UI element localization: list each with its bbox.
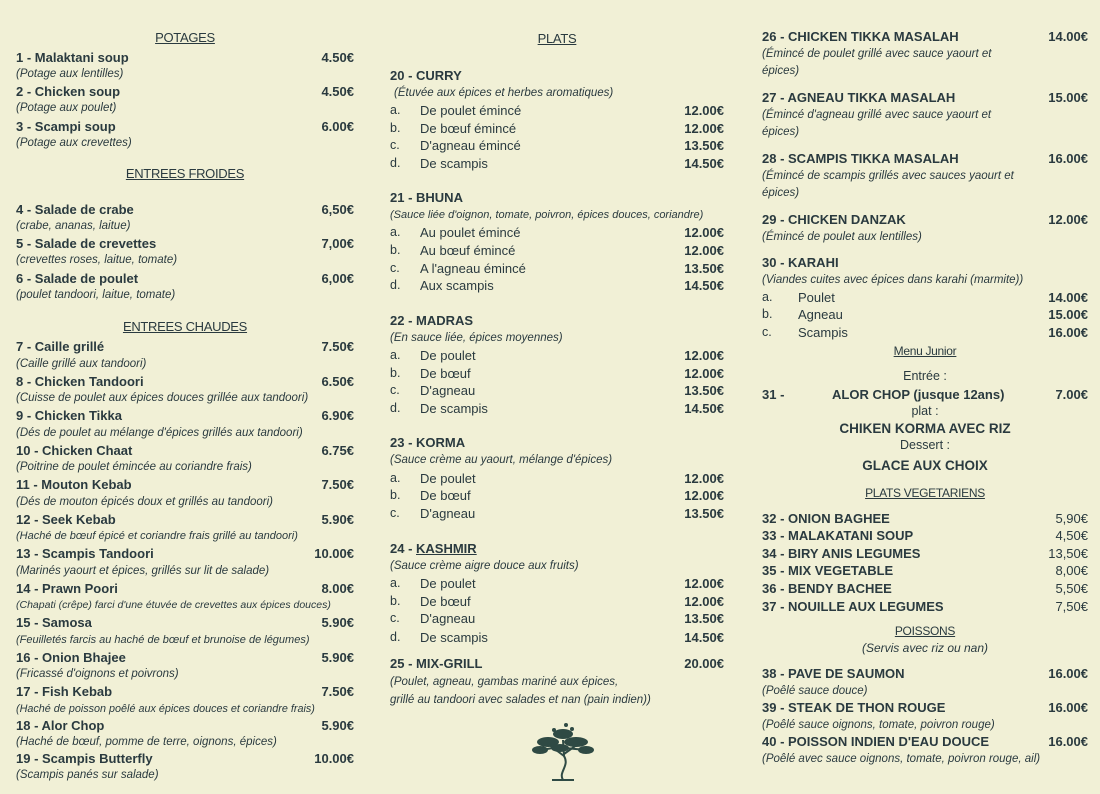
- text-label: 37 - NOUILLE AUX LEGUMES: [762, 599, 944, 614]
- text-label: 6,00€: [321, 271, 354, 286]
- text-label: D'agneau: [420, 506, 476, 521]
- dish-option: [390, 277, 724, 294]
- text-label: 12.00€: [684, 348, 724, 363]
- text-label: c.: [390, 383, 400, 397]
- item-description: épices): [762, 187, 800, 199]
- text-label: 36 - BENDY BACHEE: [762, 581, 892, 596]
- text-label: b.: [390, 488, 401, 502]
- text-label: 5.90€: [321, 615, 354, 630]
- item-description: (Haché de bœuf, pomme de terre, oignons, épices): [16, 736, 277, 748]
- item-description: (Sauce crème aigre douce aux fruits): [390, 560, 579, 572]
- text-label: 26 - CHICKEN TIKKA MASALAH: [762, 29, 959, 44]
- text-label: d.: [390, 401, 401, 415]
- text-label: 14.00€: [1048, 290, 1088, 305]
- text-label: 7.00€: [1055, 387, 1088, 402]
- item-description: (Dés de mouton épicés doux et grillés au tandoori): [16, 496, 273, 508]
- text-label: 33 - MALAKATANI SOUP: [762, 528, 914, 543]
- text-label: De scampis: [420, 401, 488, 416]
- text-label: Aux scampis: [420, 278, 494, 293]
- dish-option: [390, 593, 724, 610]
- text-label: 12.00€: [684, 103, 724, 118]
- menu-item: [390, 655, 724, 672]
- text-label: 14.50€: [684, 156, 724, 171]
- item-description: (Poêlé sauce douce): [762, 685, 868, 697]
- text-label: b.: [762, 307, 773, 321]
- menu-item: [16, 717, 354, 734]
- menu-item: [16, 649, 354, 666]
- text-label: 1 - Malaktani soup: [16, 50, 129, 65]
- text-label: 23 - KORMA: [390, 435, 466, 450]
- dish-title: [390, 67, 724, 84]
- junior-entree: [762, 386, 1088, 403]
- text-label: c.: [390, 506, 400, 520]
- item-description: (Fricassé d'oignons et poivrons): [16, 668, 179, 680]
- dish-option: [390, 137, 724, 154]
- item-description: (Poulet, agneau, gambas mariné aux épices,: [390, 676, 619, 688]
- text-label: 29 - CHICKEN DANZAK: [762, 212, 906, 227]
- text-label: b.: [390, 366, 401, 380]
- dish-option: [762, 324, 1088, 341]
- section-title-menu-junior: Menu Junior: [893, 344, 957, 358]
- text-label: 13.50€: [684, 261, 724, 276]
- item-description: (poulet tandoori, laitue, tomate): [16, 289, 176, 301]
- item-description: (Viandes cuites avec épices dans karahi (marmite)): [762, 274, 1024, 286]
- menu-item: [16, 614, 354, 631]
- text-label: Au poulet émincé: [420, 225, 521, 240]
- text-label: 5 - Salade de crevettes: [16, 236, 157, 251]
- text-label: 12.00€: [684, 243, 724, 258]
- text-label: 40 - POISSON INDIEN D'EAU DOUCE: [762, 734, 990, 749]
- section-title-plats: PLATS: [537, 31, 577, 46]
- text-label: 5.90€: [321, 512, 354, 527]
- text-label: 32 - ONION BAGHEE: [762, 511, 890, 526]
- text-label: 7.50€: [321, 339, 354, 354]
- text-label: 24 -: [390, 541, 417, 556]
- section-title-entrees-froides: ENTREES FROIDES: [125, 166, 245, 181]
- dish-option: [390, 102, 724, 119]
- text-label: De scampis: [420, 156, 488, 171]
- dish-option: [390, 487, 724, 504]
- text-label: 20 - CURRY: [390, 68, 462, 83]
- menu-item: [762, 580, 1088, 597]
- menu-item: [16, 83, 354, 100]
- text-label: Agneau: [798, 307, 843, 322]
- dish-option: [390, 382, 724, 399]
- text-label: a.: [390, 103, 401, 117]
- text-label: De poulet: [420, 471, 476, 486]
- text-label: 16.00€: [1048, 325, 1088, 340]
- text-label: d.: [390, 630, 401, 644]
- menu-item: [762, 211, 1088, 228]
- text-label: 4,50€: [1055, 528, 1088, 543]
- menu-item: [16, 580, 354, 597]
- text-label: 5.90€: [321, 650, 354, 665]
- menu-item: [762, 510, 1088, 527]
- text-label: De poulet émincé: [420, 103, 522, 118]
- text-label: c.: [390, 611, 400, 625]
- item-description: (crabe, ananas, laitue): [16, 220, 131, 232]
- dish-title: [762, 254, 1088, 271]
- dish-option: [390, 120, 724, 137]
- text-label: 13.50€: [684, 506, 724, 521]
- dish-option: [390, 629, 724, 646]
- section-title-entrees-chaudes: ENTREES CHAUDES: [122, 319, 248, 334]
- menu-item: [762, 545, 1088, 562]
- text-label: 7,00€: [321, 236, 354, 251]
- text-label: 12.00€: [684, 225, 724, 240]
- item-description: (Poêlé avec sauce oignons, tomate, poivron rouge, ail): [762, 753, 1041, 765]
- text-label: 14.50€: [684, 278, 724, 293]
- text-label: 6.75€: [321, 443, 354, 458]
- text-label: 13.50€: [684, 138, 724, 153]
- text-label: 10.00€: [314, 546, 354, 561]
- text-label: 6,50€: [321, 202, 354, 217]
- text-label: De bœuf émincé: [420, 121, 517, 136]
- text-label: 4.50€: [321, 50, 354, 65]
- text-label: A l'agneau émincé: [420, 261, 526, 276]
- dish-option: [390, 470, 724, 487]
- text-label: 8,00€: [1055, 563, 1088, 578]
- item-description: (Scampis panés sur salade): [16, 769, 159, 781]
- text-label: 16 - Onion Bhajee: [16, 650, 126, 665]
- text-label: 2 - Chicken soup: [16, 84, 121, 99]
- item-description: (Étuvée aux épices et herbes aromatiques): [394, 87, 614, 99]
- text-label: 22 - MADRAS: [390, 313, 474, 328]
- menu-item: [762, 89, 1088, 106]
- text-label: 6.50€: [321, 374, 354, 389]
- text-label: 10 - Chicken Chaat: [16, 443, 133, 458]
- text-label: a.: [762, 290, 773, 304]
- dish-option: [390, 347, 724, 364]
- text-label: a.: [390, 225, 401, 239]
- text-label: De bœuf: [420, 366, 471, 381]
- menu-item: [762, 562, 1088, 579]
- dish-option: [390, 224, 724, 241]
- menu-item: [762, 733, 1088, 750]
- dish-title: [390, 189, 724, 206]
- text-label: 5,50€: [1055, 581, 1088, 596]
- menu-item: [16, 270, 354, 287]
- text-label: 12.00€: [684, 121, 724, 136]
- text-label: ALOR CHOP (jusque 12ans): [832, 387, 1005, 402]
- menu-item: [16, 373, 354, 390]
- text-label: 8.00€: [321, 581, 354, 596]
- text-label: 15 - Samosa: [16, 615, 92, 630]
- junior-plat: CHIKEN KORMA AVEC RIZ: [839, 421, 1011, 436]
- section-title-potages: POTAGES: [155, 30, 215, 45]
- text-label: 38 - PAVE DE SAUMON: [762, 666, 905, 681]
- text-label: Poulet: [798, 290, 835, 305]
- item-description: (Poitrine de poulet émincée au coriandre frais): [16, 461, 252, 473]
- text-label: d.: [390, 278, 401, 292]
- text-label: Scampis: [798, 325, 848, 340]
- text-label: 28 - SCAMPIS TIKKA MASALAH: [762, 151, 959, 166]
- item-description: (Potage aux poulet): [16, 102, 117, 114]
- text-label: 3 - Scampi soup: [16, 119, 116, 134]
- text-label: KASHMIR: [416, 541, 477, 556]
- text-label: b.: [390, 243, 401, 257]
- menu-item: [16, 476, 354, 493]
- text-label: 15.00€: [1048, 90, 1088, 105]
- item-description: grillé au tandoori avec salades et nan (pain indien)): [390, 694, 651, 706]
- text-label: 13.50€: [684, 611, 724, 626]
- text-label: b.: [390, 121, 401, 135]
- menu-item: [16, 750, 354, 767]
- text-label: 10.00€: [314, 751, 354, 766]
- text-label: 13,50€: [1048, 546, 1088, 561]
- menu-item: [762, 598, 1088, 615]
- text-label: 12.00€: [684, 471, 724, 486]
- text-label: 13 - Scampis Tandoori: [16, 546, 154, 561]
- dish-option: [390, 400, 724, 417]
- junior-entree-label: Entrée :: [903, 369, 947, 383]
- item-description: (Dés de poulet au mélange d'épices grillés aux tandoori): [16, 427, 303, 439]
- text-label: 12 - Seek Kebab: [16, 512, 116, 527]
- dish-option: [762, 289, 1088, 306]
- dish-title: [390, 312, 724, 329]
- text-label: 12.00€: [684, 594, 724, 609]
- menu-item: [16, 407, 354, 424]
- text-label: c.: [390, 138, 400, 152]
- text-label: 5.90€: [321, 718, 354, 733]
- item-description: (Haché de poisson poêlé aux épices douces et coriandre frais): [16, 703, 315, 715]
- text-label: d.: [390, 156, 401, 170]
- text-label: D'agneau: [420, 611, 476, 626]
- section-title-vegetariens: PLATS VEGETARIENS: [865, 486, 985, 500]
- text-label: a.: [390, 471, 401, 485]
- text-label: 9 - Chicken Tikka: [16, 408, 122, 423]
- text-label: b.: [390, 594, 401, 608]
- text-label: a.: [390, 576, 401, 590]
- text-label: 4.50€: [321, 84, 354, 99]
- dish-option: [762, 306, 1088, 323]
- text-label: 6.90€: [321, 408, 354, 423]
- menu-item: [762, 699, 1088, 716]
- menu-item: [16, 511, 354, 528]
- text-label: 8 - Chicken Tandoori: [16, 374, 144, 389]
- text-label: 17 - Fish Kebab: [16, 684, 113, 699]
- menu-item: [16, 683, 354, 700]
- text-label: 7.50€: [321, 477, 354, 492]
- dish-title: [390, 434, 724, 451]
- text-label: 18 - Alor Chop: [16, 718, 105, 733]
- text-label: 14.00€: [1048, 29, 1088, 44]
- text-label: 11 - Mouton Kebab: [16, 477, 132, 492]
- text-label: 14.50€: [684, 401, 724, 416]
- text-label: 7 - Caille grillé: [16, 339, 105, 354]
- text-label: 16.00€: [1048, 700, 1088, 715]
- menu-item: [16, 49, 354, 66]
- item-description: (Émincé de scampis grillés avec sauces yaourt et: [762, 170, 1014, 182]
- item-description: (Haché de bœuf épicé et coriandre frais grillé au tandoori): [16, 530, 298, 542]
- menu-item: [16, 118, 354, 135]
- text-label: De bœuf: [420, 488, 471, 503]
- item-description: (Feuilletés farcis au haché de bœuf et brunoise de légumes): [16, 634, 310, 646]
- menu-item: [16, 338, 354, 355]
- item-description: (Marinés yaourt et épices, grillés sur lit de salade): [16, 565, 270, 577]
- item-description: (Cuisse de poulet aux épices douces grillée aux tandoori): [16, 392, 309, 404]
- text-label: 14 - Prawn Poori: [16, 581, 118, 596]
- text-label: Au bœuf émincé: [420, 243, 516, 258]
- text-label: 31 -: [762, 387, 785, 402]
- text-label: 19 - Scampis Butterfly: [16, 751, 153, 766]
- menu-item: [762, 28, 1088, 45]
- menu-item: [762, 150, 1088, 167]
- item-description: (Sauce crème au yaourt, mélange d'épices): [390, 454, 613, 466]
- item-description: épices): [762, 126, 800, 138]
- section-title-poissons: POISSONS: [894, 624, 956, 638]
- item-description: (Potage aux crevettes): [16, 137, 132, 149]
- menu-item: [16, 201, 354, 218]
- text-label: 20.00€: [684, 656, 724, 671]
- poissons-subtitle: (Servis avec riz ou nan): [861, 641, 989, 655]
- text-label: 7.50€: [321, 684, 354, 699]
- item-description: (En sauce liée, épices moyennes): [390, 332, 563, 344]
- dish-option: [390, 575, 724, 592]
- item-description: (crevettes roses, laitue, tomate): [16, 254, 178, 266]
- text-label: 27 - AGNEAU TIKKA MASALAH: [762, 90, 956, 105]
- text-label: 12.00€: [684, 366, 724, 381]
- text-label: 6 - Salade de poulet: [16, 271, 139, 286]
- text-label: c.: [390, 261, 400, 275]
- item-description: (Chapati (crêpe) farci d'une étuvée de crevettes aux épices douces): [16, 599, 331, 611]
- text-label: 4 - Salade de crabe: [16, 202, 134, 217]
- text-label: 12.00€: [1048, 212, 1088, 227]
- bonsai-tree-illustration: [530, 720, 596, 786]
- dish-option: [390, 365, 724, 382]
- dish-option: [390, 242, 724, 259]
- text-label: 12.00€: [684, 488, 724, 503]
- text-label: 6.00€: [321, 119, 354, 134]
- text-label: 39 - STEAK DE THON ROUGE: [762, 700, 946, 715]
- text-label: 30 - KARAHI: [762, 255, 839, 270]
- text-label: De scampis: [420, 630, 488, 645]
- item-description: (Caille grillé aux tandoori): [16, 358, 147, 370]
- text-label: 34 - BIRY ANIS LEGUMES: [762, 546, 921, 561]
- text-label: 21 - BHUNA: [390, 190, 463, 205]
- item-description: épices): [762, 65, 800, 77]
- text-label: 25 - MIX-GRILL: [390, 656, 483, 671]
- text-label: 16.00€: [1048, 734, 1088, 749]
- text-label: 7,50€: [1055, 599, 1088, 614]
- junior-dessert-label: Dessert :: [899, 438, 950, 452]
- text-label: De bœuf: [420, 594, 471, 609]
- dish-option: [390, 260, 724, 277]
- dish-option: [390, 505, 724, 522]
- dish-option: [390, 610, 724, 627]
- menu-item: [16, 545, 354, 562]
- menu-item: [16, 442, 354, 459]
- menu-item: [762, 665, 1088, 682]
- text-label: 14.50€: [684, 630, 724, 645]
- item-description: (Émincé de poulet grillé avec sauce yaourt et: [762, 48, 992, 60]
- text-label: De poulet: [420, 576, 476, 591]
- item-description: (Potage aux lentilles): [16, 68, 124, 80]
- text-label: 15.00€: [1048, 307, 1088, 322]
- text-label: 13.50€: [684, 383, 724, 398]
- text-label: De poulet: [420, 348, 476, 363]
- text-label: D'agneau: [420, 383, 476, 398]
- text-label: 5,90€: [1055, 511, 1088, 526]
- text-label: 16.00€: [1048, 151, 1088, 166]
- item-description: (Émincé de poulet aux lentilles): [762, 231, 922, 243]
- item-description: (Sauce liée d'oignon, tomate, poivron, épices douces, coriandre): [390, 209, 704, 221]
- dish-option: [390, 155, 724, 172]
- junior-dessert: GLACE AUX CHOIX: [862, 458, 988, 473]
- dish-title: [390, 540, 724, 557]
- text-label: 16.00€: [1048, 666, 1088, 681]
- menu-item: [16, 235, 354, 252]
- item-description: (Émincé d'agneau grillé avec sauce yaourt et: [762, 109, 992, 121]
- item-description: (Poêlé sauce oignons, tomate, poivron rouge): [762, 719, 995, 731]
- text-label: a.: [390, 348, 401, 362]
- junior-plat-label: plat :: [911, 404, 939, 418]
- text-label: c.: [762, 325, 772, 339]
- text-label: D'agneau émincé: [420, 138, 521, 153]
- text-label: 12.00€: [684, 576, 724, 591]
- menu-item: [762, 527, 1088, 544]
- text-label: 35 - MIX VEGETABLE: [762, 563, 894, 578]
